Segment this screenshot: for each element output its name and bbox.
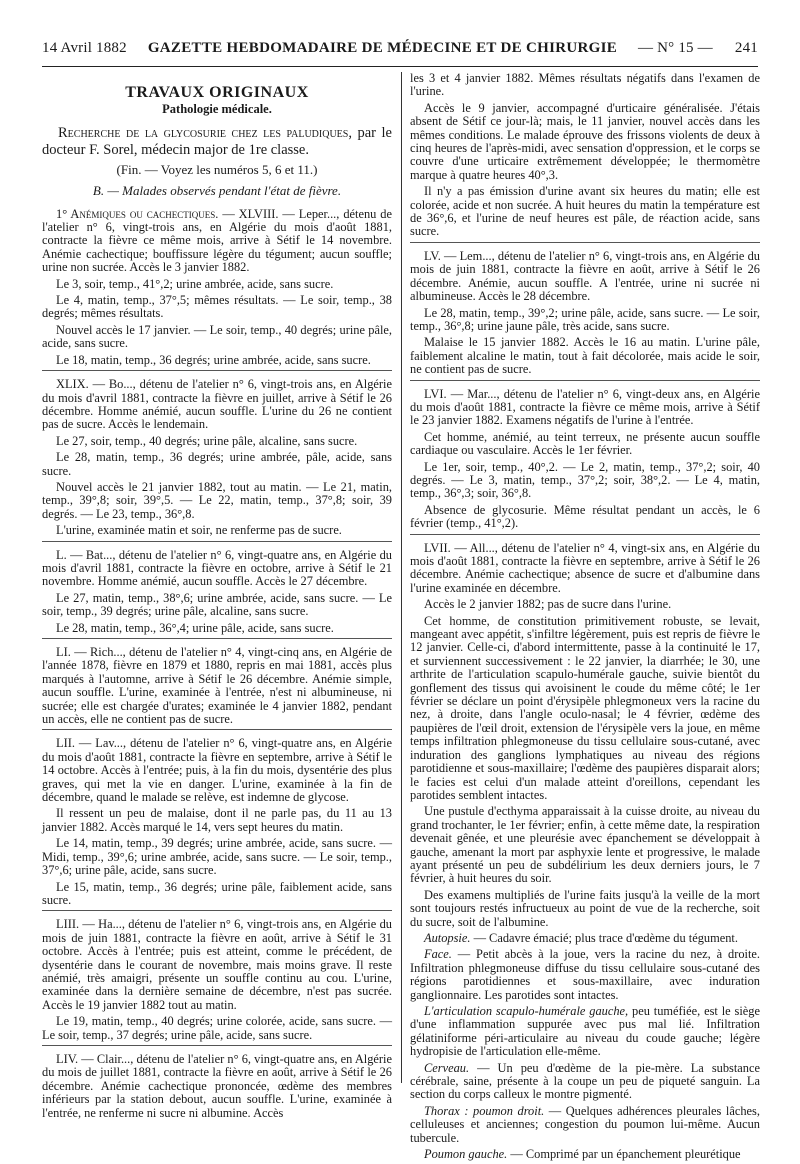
case-xlviii	[42, 208, 392, 367]
paragraph: Il n'y a pas émission d'urine avant six heures du matin; elle est colorée, acide et non sucrée. A huit heures du matin la température est de 36°,6, et l'urine de neuf heures est pâle, de réaction acide, sans sucre.	[410, 184, 760, 239]
paragraph: XLIX. — Bo..., détenu de l'atelier n° 6, vingt-trois ans, en Algérie du mois d'avril 1881, contracte la fièvre en juillet, arrive à Sétif le 26 décembre. Homme anémié, aucun souffle. L'urine du 26 ne contient pas de sucre. Accès le lendemain.	[42, 377, 392, 432]
thorax-paragraph	[410, 1105, 760, 1145]
paragraph: Des examens multipliés de l'urine faits jusqu'à la veille de la mort sont toujours restés infructueux au point de vue de la recherche, soit du sucre, soit de l'albumine.	[410, 887, 760, 929]
paragraph: Le 4, matin, temp., 37°,5; mêmes résultats. — Le soir, temp., 38 degrés; mêmes résultats.	[42, 293, 392, 321]
case-li	[42, 638, 392, 726]
paragraph: L'urine, examinée matin et soir, ne renferme pas de sucre.	[56, 523, 342, 538]
paragraph: les 3 et 4 janvier 1882. Mêmes résultats négatifs dans l'examen de l'urine.	[410, 71, 760, 99]
paragraph: Le 27, matin, temp., 38°,6; urine ambrée, acide, sans sucre. — Le soir, temp., 39 degrés; urine pâle, alcaline, sans sucre.	[42, 590, 392, 619]
autopsy-label: Autopsie.	[424, 930, 471, 945]
article-title	[42, 125, 392, 159]
category-heading: 1° Anémiques ou cachectiques.	[56, 206, 219, 221]
paragraph: Nouvel accès le 17 janvier. — Le soir, temp., 40 degrés; urine pâle, acide, sans sucre.	[42, 322, 392, 351]
column-separator	[401, 72, 402, 1083]
paragraph: Absence de glycosurie. Même résultat pendant un accès, le 6 février (temp., 41°,2).	[410, 502, 760, 531]
paragraph-text: — Petit abcès à la joue, vers la racine du nez, à droite. Infiltration phlegmoneuse diffuse du tissu cellulaire sous-cutané des régions parotidiennes et sous-maxillaire, avec induration ganglionnaire. Les parotides sont intactes.	[410, 947, 760, 1002]
thorax-label: Thorax : poumon droit.	[424, 1103, 545, 1118]
paragraph: Accès le 2 janvier 1882; pas de sucre dans l'urine.	[424, 597, 672, 612]
articulation-label: L'articulation scapulo-humérale gauche,	[424, 1004, 629, 1018]
case-liii	[42, 910, 392, 1042]
paragraph-text: — Un peu d'œdème de la pie-mère. La substance cérébrale, saine, présente à la coupe un peu de piqueté sanguin. La section du corps calleux le montre pigmenté.	[410, 1060, 760, 1102]
paragraph: Le 28, matin, temp., 39°,2; urine pâle, acide, sans sucre. — Le soir, temp., 36°,8; urine jaune pâle, très acide, sans sucre.	[410, 305, 760, 333]
paragraph: Le 18, matin, temp., 36 degrés; urine ambrée, acide, sans sucre.	[56, 352, 371, 367]
paragraph-text: peu tuméfiée, est le siège d'une inflammation suppurée avec pus mal lié. Infiltration gélatiniforme péri-articulaire au niveau du coude gauche; légère hydropisie de l'articulation elle-même.	[410, 1004, 760, 1059]
case-lvii	[410, 534, 760, 1162]
section-subtitle: Pathologie médicale.	[162, 102, 272, 117]
paragraph: Cet homme, de constitution primitivement robuste, se levait, mangeant avec appétit, s'infiltre légèrement, puis est repris de fièvre le 12 janvier. Celle-ci, d'abord intermittente, passe à la continuité le 17, et surviennent successivement : le 22 janvier, la diarrhée; le 30, une arthrite de l'articulation scapulo-humérale gauche, suivie bientôt du gonflement des tissus qui avoisinent le coude du même côté; le 1er février se déclare un point d'érysipèle phlegmoneux vers la racine du nez, à droite, dans l'angle oculo-nasal; le 4 février, œdème des paupières de l'œil droit, extension de l'érysipèle vers la joue, en même temps infiltration phlegmoneuse du tissu cellulaire sous-cutané, avec induration des ganglions lymphatiques au niveau des régions parotidienne et sous-maxillaire; l'œdème des paupières disparait alors; le facies est celui d'un malade atteint d'oreillons, cependant les parotides semblent intactes.	[410, 613, 760, 802]
paragraph	[42, 208, 392, 275]
face-paragraph	[410, 948, 760, 1002]
paragraph: Il ressent un peu de malaise, dont il ne parle pas, du 11 au 13 janvier 1882. Accès marqué le 14, vers sept heures du matin.	[42, 806, 392, 834]
paragraph: LII. — Lav..., détenu de l'atelier n° 6, vingt-quatre ans, en Algérie du mois d'août 1881, contracte la fièvre en septembre, arrive à Sétif le 14 octobre. Accès à l'entrée; puis, à la fin du mois, dysentérie des plus graves, qui met la vie en danger. L'urine, examinée à la fin de décembre, quand le malade se relève, est indemne de glycose.	[42, 736, 392, 805]
issue-number: — N° 15 —	[638, 40, 713, 56]
paragraph: Malaise le 15 janvier 1882. Accès le 16 au matin. L'urine pâle, faiblement alcaline le matin, tout à fait décolorée, mais acide le soir, ne contient pas de sucre.	[410, 335, 760, 377]
paragraph: Le 3, soir, temp., 41°,2; urine ambrée, acide, sans sucre.	[56, 276, 334, 291]
header-rule	[42, 66, 758, 67]
paragraph-text: — XLVIII. — Leper..., détenu de l'atelier n° 6, vingt-trois ans, en Algérie du mois d'août 1881, contracte la fièvre ce même mois, arrive à Sétif le 14 novembre. Anémie cachectique; bouffissure légère du tégument; aucun souffle; urine non sucrée. Accès le 3 janvier 1882.	[42, 206, 392, 275]
paragraph: LV. — Lem..., détenu de l'atelier n° 6, vingt-trois ans, en Algérie du mois de juin 1881, contracte la fièvre en août, arrive à Sétif le 26 décembre. Anémie, aucun souffle. A l'entrée, urine ni sucrée ni albumineuse. Accès le 28 décembre.	[410, 248, 760, 304]
header-date: 14 Avril 1882	[42, 40, 127, 56]
left-lung-paragraph	[410, 1148, 760, 1161]
paragraph: LIV. — Clair..., détenu de l'atelier n° 6, vingt-quatre ans, en Algérie du mois de juillet 1881, contracte la fièvre en août, arrive à Sétif le 26 décembre. Anémie cachectique prononcée, œdème des membres inférieurs par la station debout, aucun souffle. L'urine, examinée à l'entrée, ne renferme ni sucre ni albumine. Accès	[42, 1051, 392, 1120]
header-right	[638, 40, 758, 57]
paragraph: Le 15, matin, temp., 36 degrés; urine pâle, faiblement acide, sans sucre.	[42, 879, 392, 907]
case-lii	[42, 729, 392, 907]
paragraph: Le 28, matin, temp., 36°,4; urine pâle, acide, sans sucre.	[56, 620, 334, 635]
paragraph: LI. — Rich..., détenu de l'atelier n° 4, vingt-cinq ans, en Algérie de l'année 1878, fièvre en 1879 et 1880, repris en mai 1881, accès plus marqués à l'automne, arrive à Sétif le 26 décembre. Anémie simple, aucun souffle. L'urine, examinée à l'entrée, n'est ni albumineuse, ni sucrée; elle est chargée d'urates; examinée le 4 janvier 1882, pendant un accès, elle ne contient pas de sucre.	[42, 645, 392, 727]
paragraph: L. — Bat..., détenu de l'atelier n° 6, vingt-quatre ans, en Algérie du mois d'avril 1881, contracte la fièvre en octobre, arrive à Sétif le 21 novembre. Homme anémié, aucun souffle. Accès le 27 décembre.	[42, 547, 392, 589]
articulation-paragraph	[410, 1005, 760, 1059]
journal-title: GAZETTE HEBDOMADAIRE DE MÉDECINE ET DE CHIRURGIE	[147, 40, 618, 56]
article-title-rest: par le docteur F. Sorel, médecin major de 1re classe.	[42, 124, 392, 158]
right-column	[410, 72, 760, 1164]
case-xlix	[42, 370, 392, 537]
section-title: TRAVAUX ORIGINAUX	[125, 84, 309, 101]
left-column	[42, 72, 392, 1123]
paragraph: LVII. — All..., détenu de l'atelier n° 4, vingt-six ans, en Algérie du mois d'août 1881, contracte la fièvre en septembre, arrive à Sétif le 26 décembre. Anémie cachectique; absence de sucre et d'albumine dans l'urine examinée en décembre.	[410, 540, 760, 595]
paragraph: Le 19, matin, temp., 40 degrés; urine colorée, acide, sans sucre. — Le soir, temp., 37 degrés; urine pâle, acide, sans sucre.	[42, 1014, 392, 1042]
case-lvi	[410, 380, 760, 531]
paragraph-text: — Cadavre émacié; plus trace d'œdème du tégument.	[470, 930, 738, 945]
left-lung-label: Poumon gauche.	[424, 1147, 508, 1162]
autopsy-paragraph	[410, 932, 760, 945]
paragraph: LIII. — Ha..., détenu de l'atelier n° 6, vingt-trois ans, en Algérie du mois de juin 1881, contracte la fièvre en août, arrive à Sétif le 31 octobre. Accès à l'entrée; puis est atteint, comme le précédent, de dysentérie dans le courant de novembre, mais moins grave. Il reste anémié, très amaigri, présente un souffle continu au cou. L'urine, examinée dans la dernière semaine de décembre, n'est pas sucrée. Accès le 19 janvier 1882 tout au matin.	[42, 917, 392, 1012]
paragraph: Le 28, matin, temp., 36 degrés; urine ambrée, pâle, acide, sans sucre.	[42, 450, 392, 478]
paragraph: Le 14, matin, temp., 39 degrés; urine ambrée, acide, sans sucre. — Midi, temp., 39°,6; urine ambrée, acide, sans sucre. — Le soir, temp., 37°,6; urine pâle, acide, sans sucre.	[42, 836, 392, 878]
paragraph: Le 1er, soir, temp., 40°,2. — Le 2, matin, temp., 37°,2; soir, 40 degrés. — Le 3, matin, temp., 37°,2; soir, 38°,2. — Le 4, matin, temp., 36°,3; soir, 36°,8.	[410, 459, 760, 501]
paragraph: Cet homme, anémié, au teint terreux, ne présente aucun souffle cardiaque ou vasculaire. Accès le 1er février.	[410, 429, 760, 458]
continuation-note: (Fin. — Voyez les numéros 5, 6 et 11.)	[116, 161, 318, 177]
article-title-caps: Recherche de la glycosurie chez les paludiques,	[58, 124, 352, 141]
case-l	[42, 541, 392, 635]
paragraph: Nouvel accès le 21 janvier 1882, tout au matin. — Le 21, matin, temp., 39°,8; soir, 39°,5. — Le 22, matin, temp., 37°,8; soir, 39 degrés. — Le 23, temp., 36°,8.	[42, 479, 392, 521]
paragraph: Une pustule d'ecthyma apparaissait à la cuisse droite, au niveau du grand trochanter, le 1er février; enfin, à cette même date, la respiration devenait gênée, et une pleurésie avec épanchement se développait à gauche, amenant la mort par asphyxie lente et progressive, le malade ayant présenté un peu de subdélirium les deux derniers jours, le 7 février, à huit heures du soir.	[410, 804, 760, 886]
paragraph-text: — Quelques adhérences pleurales lâches, celluleuses et anciennes; congestion du poumon lui-même. Aucun tubercule.	[410, 1103, 760, 1145]
page-header	[42, 40, 758, 62]
case-lv	[410, 242, 760, 377]
paragraph-text: — Comprimé par un épanchement pleurétique	[507, 1147, 741, 1162]
paragraph: Accès le 9 janvier, accompagné d'urticaire généralisée. J'étais absent de Sétif ce jour-là; mais, le 11 janvier, nouvel accès dans les mêmes conditions. Le malade éprouve des frissons violents de deux à cinq heures de l'après-midi, avec sensation d'oppression, et le corps se couvre d'une urticaire extrêmement développée; le thermomètre marque à quatre heures 40°,3.	[410, 100, 760, 182]
subsection-b: B. — Malades observés pendant l'état de fièvre.	[92, 183, 342, 199]
paragraph: LVI. — Mar..., détenu de l'atelier n° 6, vingt-deux ans, en Algérie du mois d'août 1881, contracte la fièvre ce même mois, arrive à Sétif le 23 janvier 1882. Examens négatifs de l'urine à l'entrée.	[410, 386, 760, 428]
case-liv	[42, 1045, 392, 1120]
brain-paragraph	[410, 1062, 760, 1102]
face-label: Face.	[424, 947, 452, 962]
page-number: 241	[734, 40, 758, 56]
paragraph: Le 27, soir, temp., 40 degrés; urine pâle, alcaline, sans sucre.	[56, 433, 358, 448]
brain-label: Cerveau.	[424, 1060, 470, 1075]
case-liv-continued	[410, 72, 760, 239]
